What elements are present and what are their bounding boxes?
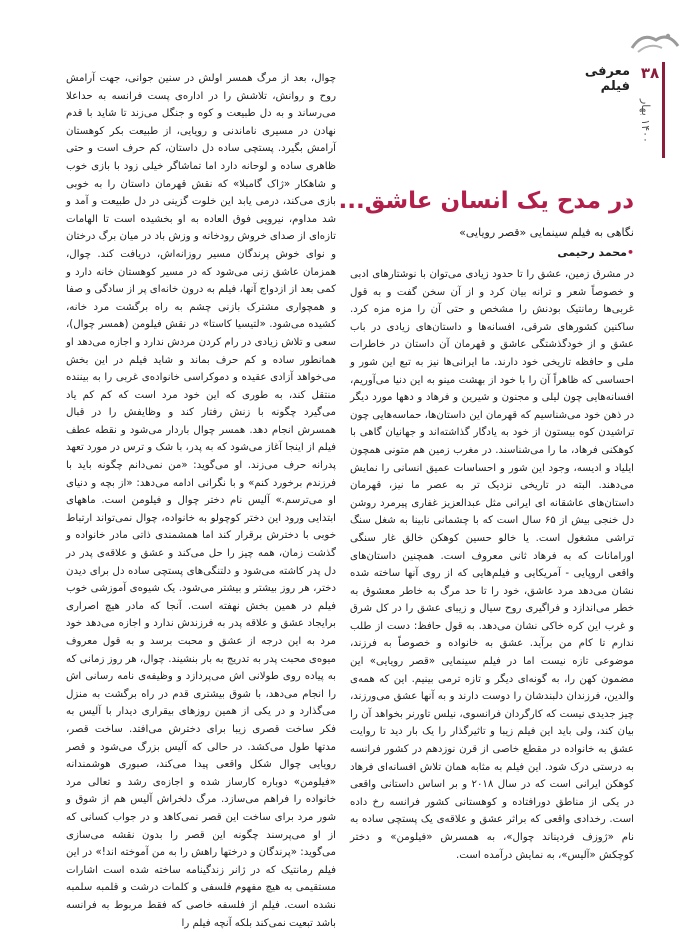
author-name: محمد رحیمی — [557, 246, 627, 259]
body-column-left — [66, 70, 336, 929]
body-paragraph: در مشرق زمین، عشق را تا حدود زیادی می‌توان با نوشتارهای ادبی و خصوصاً شعر و ترانه بیان کرد و از آن سخن گفت و به قول غربی‌ها رمانتیک بودنش را مشخص و حتی آن را مزه مزه کرد. ساکنین کشورهای شرقی، افسانه‌ها و داستان‌های زیادی در باب عشق و از خودگذشتگی عاشق و قهرمان آن داستان در خاطرات ملی و حافظه تاریخی خود دارند. ما ایرانی‌ها نیز به تبع این شور و احساسی که ظاهراً آن را با خود از بهشت مینو به این دنیا می‌آوریم، افسانه‌هایی چون لیلی و مجنون و شیرین و فرهاد و دهها مورد دیگر در ذهن خود می‌شناسیم که قهرمان این داستان‌ها، حماسه‌هایی چون تراشیدن کوه بیستون از خود به یادگار گذاشته‌اند و جهانیان گاهی با کوهکنی فرهاد، ما را می‌شناسند. در مغرب زمین هم متونی همچون ایلیاد و ادیسه، وجود این شور و احساسات عمیق انسانی را نمایش می‌دهند. البته در تاریخی نزدیک تر به عصر ما نیز، قهرمان داستان‌های عاشقانه ای ایرانی مثل عبدالعزیز غفاری پیرمرد روشن دل خنجی بیش از ۶۵ سال است که با چشمانی نابینا به شغل سنگ تراشی مشغول است. یا خالو حسین کوهکن خالق غار سنگی اورامانات که به فرهاد ثانی معروف است. همچنین داستان‌های واقعی اروپایی - آمریکایی و فیلم‌هایی که از روی آنها ساخته شده نشان می‌دهد مرد عاشق، خود را تا حد مرگ به خاطر معشوق به خطر می‌اندازد و فراگیری روح سیال و زیبای عشق را در کل شرق و غرب این کره خاکی نشان می‌دهد. به قول حافظ: دست از طلب ندارم تا کام من برآید. عشق به خانواده و خصوصاً به فرزند، موضوعی تازه نیست اما در فیلم سینمایی «قصر رویایی» این مضمون کهن را، به گونه‌ای دیگر و تازه ترمی بینیم. این که همه‌ی والدین، فرزندان دلبندشان را دوست دارند و به آنها عشق می‌ورزند، چیز جدیدی نیست که کارگردان فرانسوی، نیلس تاورنر بخواهد آن را بیان کند، ولی باید این فیلم زیبا و تاثیرگذار را یک بار دید تا روایت عشق به خانواده در مقطع خاصی از قرن نوزدهم در کشور فرانسه به درستی درک شود. این فیلم به مثابه همان تلاش افسانه‌ای فرهاد کوهکن ایرانی است که در سال ۲۰۱۸ و بر اساس داستانی واقعی در یکی از مناطق دورافتاده و کوهستانی کشور فرانسه رخ داده است. رخدادی واقعی که براثر عشق و علاقه‌ی یک پستچی ساده به نام «ژوزف فردیناند چوال»، به همسرش «فیلومن» و دختر کوچکش «آلیس»، به نمایش درآمده است. — [350, 269, 634, 861]
article-subtitle: نگاهی به فیلم سینمایی «قصر رویایی» — [459, 226, 634, 239]
byline-bullet-icon: • — [626, 246, 634, 259]
margin-rule — [662, 62, 665, 158]
issue-season: ۱۴۰۰ بهار — [639, 99, 652, 143]
body-column-right — [350, 266, 634, 861]
section-label: معرفی فیلم — [584, 64, 630, 94]
magazine-logo-icon — [628, 28, 682, 56]
article-title: در مدح یک انسان عاشق... — [338, 188, 634, 214]
author-byline — [470, 246, 634, 259]
body-paragraph: چوال، بعد از مرگ همسر اولش در سنین جوانی، جهت آرامش روح و روانش، تلاشش را در اداره‌ی پست فرانسه به حداعلا می‌رساند و به دل طبیعت و کوه و جنگل می‌زند تا شاید با قدم نهادن در مسیری ناماندنی و رویایی، از طبیعت بکر کوهستان آرامش بگیرد. پستچی ساده دل داستان، کم حرف است و حتی ظاهری ساده و لوحانه دارد اما تماشاگر خیلی زود با بازی خوب و شاهکار «ژاک گامبلا» که نقش قهرمان داستان را به خوبی بازی می‌کند، درمی یابد این خلوت گزینی در دل طبیعت و آمد و شد مداوم، نیرویی فوق العاده به او بخشیده است تا الهامات تازه‌ای از صدای خروش رودخانه و وزش باد در میان برگ درختان و نوای خوش پرندگان مسیر روزانه‌اش، دریافت کند. چوال، همزمان عاشق زنی می‌شود که در مسیر کوهستان خانه دارد و کمی بعد از ازدواج آنها، فیلم به درون خانه‌ای پر از سادگی و صفا و همچواری مشترک بازنی چشم به راه برگشت مرد خانه، کشیده می‌شود. «لتیسیا کاستا» در نقش فیلومن (همسر چوال)، سعی و تلاش زیادی در رام کردن مردش ندارد و اجازه می‌دهد او همانطور ساده و کم حرف بماند و شاید فیلم در این بخش می‌خواهد آزادی عقیده و دموکراسی خانواده‌ی غربی را به بیننده منتقل کند، به طوری که این خود مرد است که کم کم یاد می‌گیرد چگونه با زنش رفتار کند و وظایفش را در قبال همسرش انجام دهد. همسر چوال باردار می‌شود و نقطه عطف فیلم از اینجا آغاز می‌شود که به پدر، با شک و ترس در مورد تعهد پدرانه حرف می‌زند. او می‌گوید: «من نمی‌دانم چگونه باید با فرزندم برخورد کنم» و با نگرانی ادامه می‌دهد: «از بچه و دنیای او می‌ترسم.» آلیس نام دختر چوال و فیلومن است. ماههای ابتدایی ورود این دختر کوچولو به خانواده، چوال نمی‌تواند ارتباط خوبی با دخترش برقرار کند اما همشمندی ذاتی مادر خانواده و گذشت زمان، همه چیز را حل می‌کند و عشق و علاقه‌ی پدر در دل پدر کاشته می‌شود و دلتنگی‌های پستچی ساده دل برای دیدن دختر، هر روز بیشتر و بیشتر می‌شود. یک شیوه‌ی آموزشی خوب فیلم در همین بخش نهفته است. آنجا که مادر هیچ اصراری برایجاد عشق و علاقه پدر به فرزندش ندارد و اجازه می‌دهد خود مرد به این درجه از عشق و محبت برسد و به قول معروف میوه‌ی محبت پدر به تدریج به بار بنشیند. چوال، هر روز زمانی که به پیاده روی طولانی اش می‌پردازد و وظیفه‌ی نامه رسانی اش را انجام می‌دهد، با شوق بیشتری قدم در راه برگشت به منزل می‌گذارد و در یکی از همین روزهای بیقراری دیدار با آلیس به فکر ساخت قصری زیبا برای دخترش می‌افتد. ساخت قصر، مدتها طول می‌کشد. در حالی که آلیس بزرگ می‌شود و قصر رویایی چوال شکل واقعی پیدا می‌کند، صبوری هوشمندانه «فیلومن» دوباره کارساز شده و اجازه‌ی رشد و تعالی مرد خانواده را فراهم می‌سازد. مرگ دلخراش آلیس هم از شوق و شور مرد برای ساخت این قصر نمی‌کاهد و در جواب کسانی که از او می‌پرسند چگونه این قصر را بدون نقشه می‌سازی می‌گوید: «پرندگان و درختها راهش را به من آموخته اند!» در این فیلم رمانتیک که در ژانر زندگینامه ساخته شده است اشارات مستقیمی به هیچ مفهوم فلسفی و کلمات درشت و قلمبه سلمبه نشده است. فیلم از فلسفه خاصی که فقط مربوط به فرانسه باشد تبعیت نمی‌کند بلکه آنچه فیلم را — [66, 73, 336, 929]
page-number: ۳۸ — [640, 64, 660, 82]
